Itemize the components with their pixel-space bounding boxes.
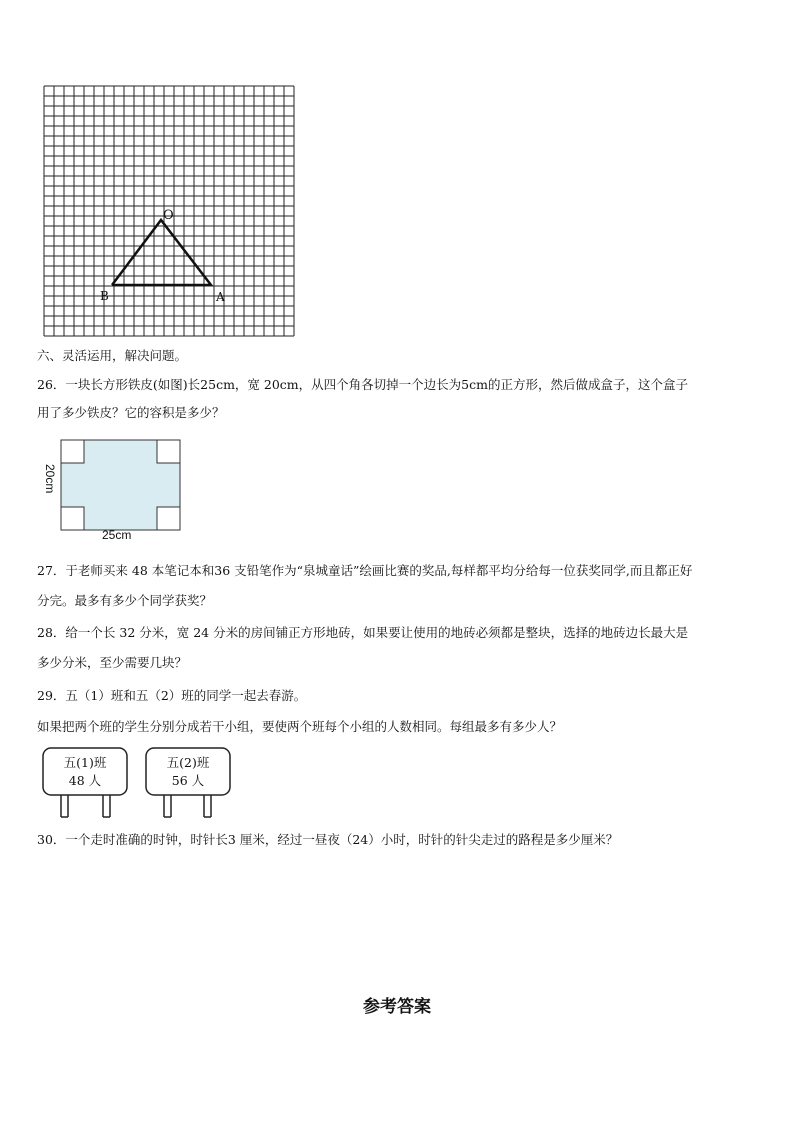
q27-line1: 27．于老师买来 48 本笔记本和36 支铅笔作为“泉城童话”绘画比赛的奖品,每样都平均分给每一位获奖同学,而且都正好 — [37, 563, 693, 578]
sign2-class: 五(2)班 — [166, 755, 210, 770]
label-a: A — [216, 290, 225, 304]
grid-figure — [40, 82, 302, 340]
q26-line2: 用了多少铁皮？它的容积是多少？ — [37, 405, 225, 420]
q29-line1: 29．五（1）班和五（2）班的同学一起去春游。 — [37, 688, 307, 703]
q30-line1: 30．一个走时准确的时钟，时针长3 厘米，经过一昼夜（24）小时，时针的针尖走过的路程是多少厘米？ — [37, 832, 619, 847]
corner-square-br — [157, 507, 180, 530]
corner-square-tl — [61, 440, 84, 463]
sign1-count: 48 人 — [68, 773, 102, 788]
height-label: 20cm — [43, 464, 57, 494]
q26-line1: 26．一块长方形铁皮(如图)长25cm，宽 20cm，从四个角各切掉一个边长为5cm的正方形，然后做成盒子，这个盒子 — [37, 377, 688, 392]
q28-line2: 多少分米，至少需要几块？ — [37, 655, 188, 670]
sheet-figure — [36, 432, 186, 544]
width-label: 25cm — [102, 528, 132, 542]
q27-line2: 分完。最多有多少个同学获奖？ — [37, 593, 213, 608]
sign-class-1 — [43, 748, 127, 817]
label-b: B — [100, 289, 109, 303]
class-signs — [40, 745, 240, 821]
corner-square-bl — [61, 507, 84, 530]
sign2-count: 56 人 — [171, 773, 205, 788]
sign-class-2 — [146, 748, 230, 817]
section-heading: 六、灵活运用，解决问题。 — [37, 348, 188, 363]
answers-title: 参考答案 — [363, 997, 431, 1017]
q29-line2: 如果把两个班的学生分别分成若干小组，要使两个班每个小组的人数相同。每组最多有多少人？ — [37, 719, 563, 734]
label-o: O — [163, 208, 174, 223]
q28-line1: 28．给一个长 32 分米，宽 24 分米的房间铺正方形地砖，如果要让使用的地砖必须都是整块，选择的地砖边长最大是 — [37, 625, 689, 640]
triangle-bao — [112, 220, 211, 285]
corner-square-tr — [157, 440, 180, 463]
sign1-class: 五(1)班 — [63, 755, 107, 770]
